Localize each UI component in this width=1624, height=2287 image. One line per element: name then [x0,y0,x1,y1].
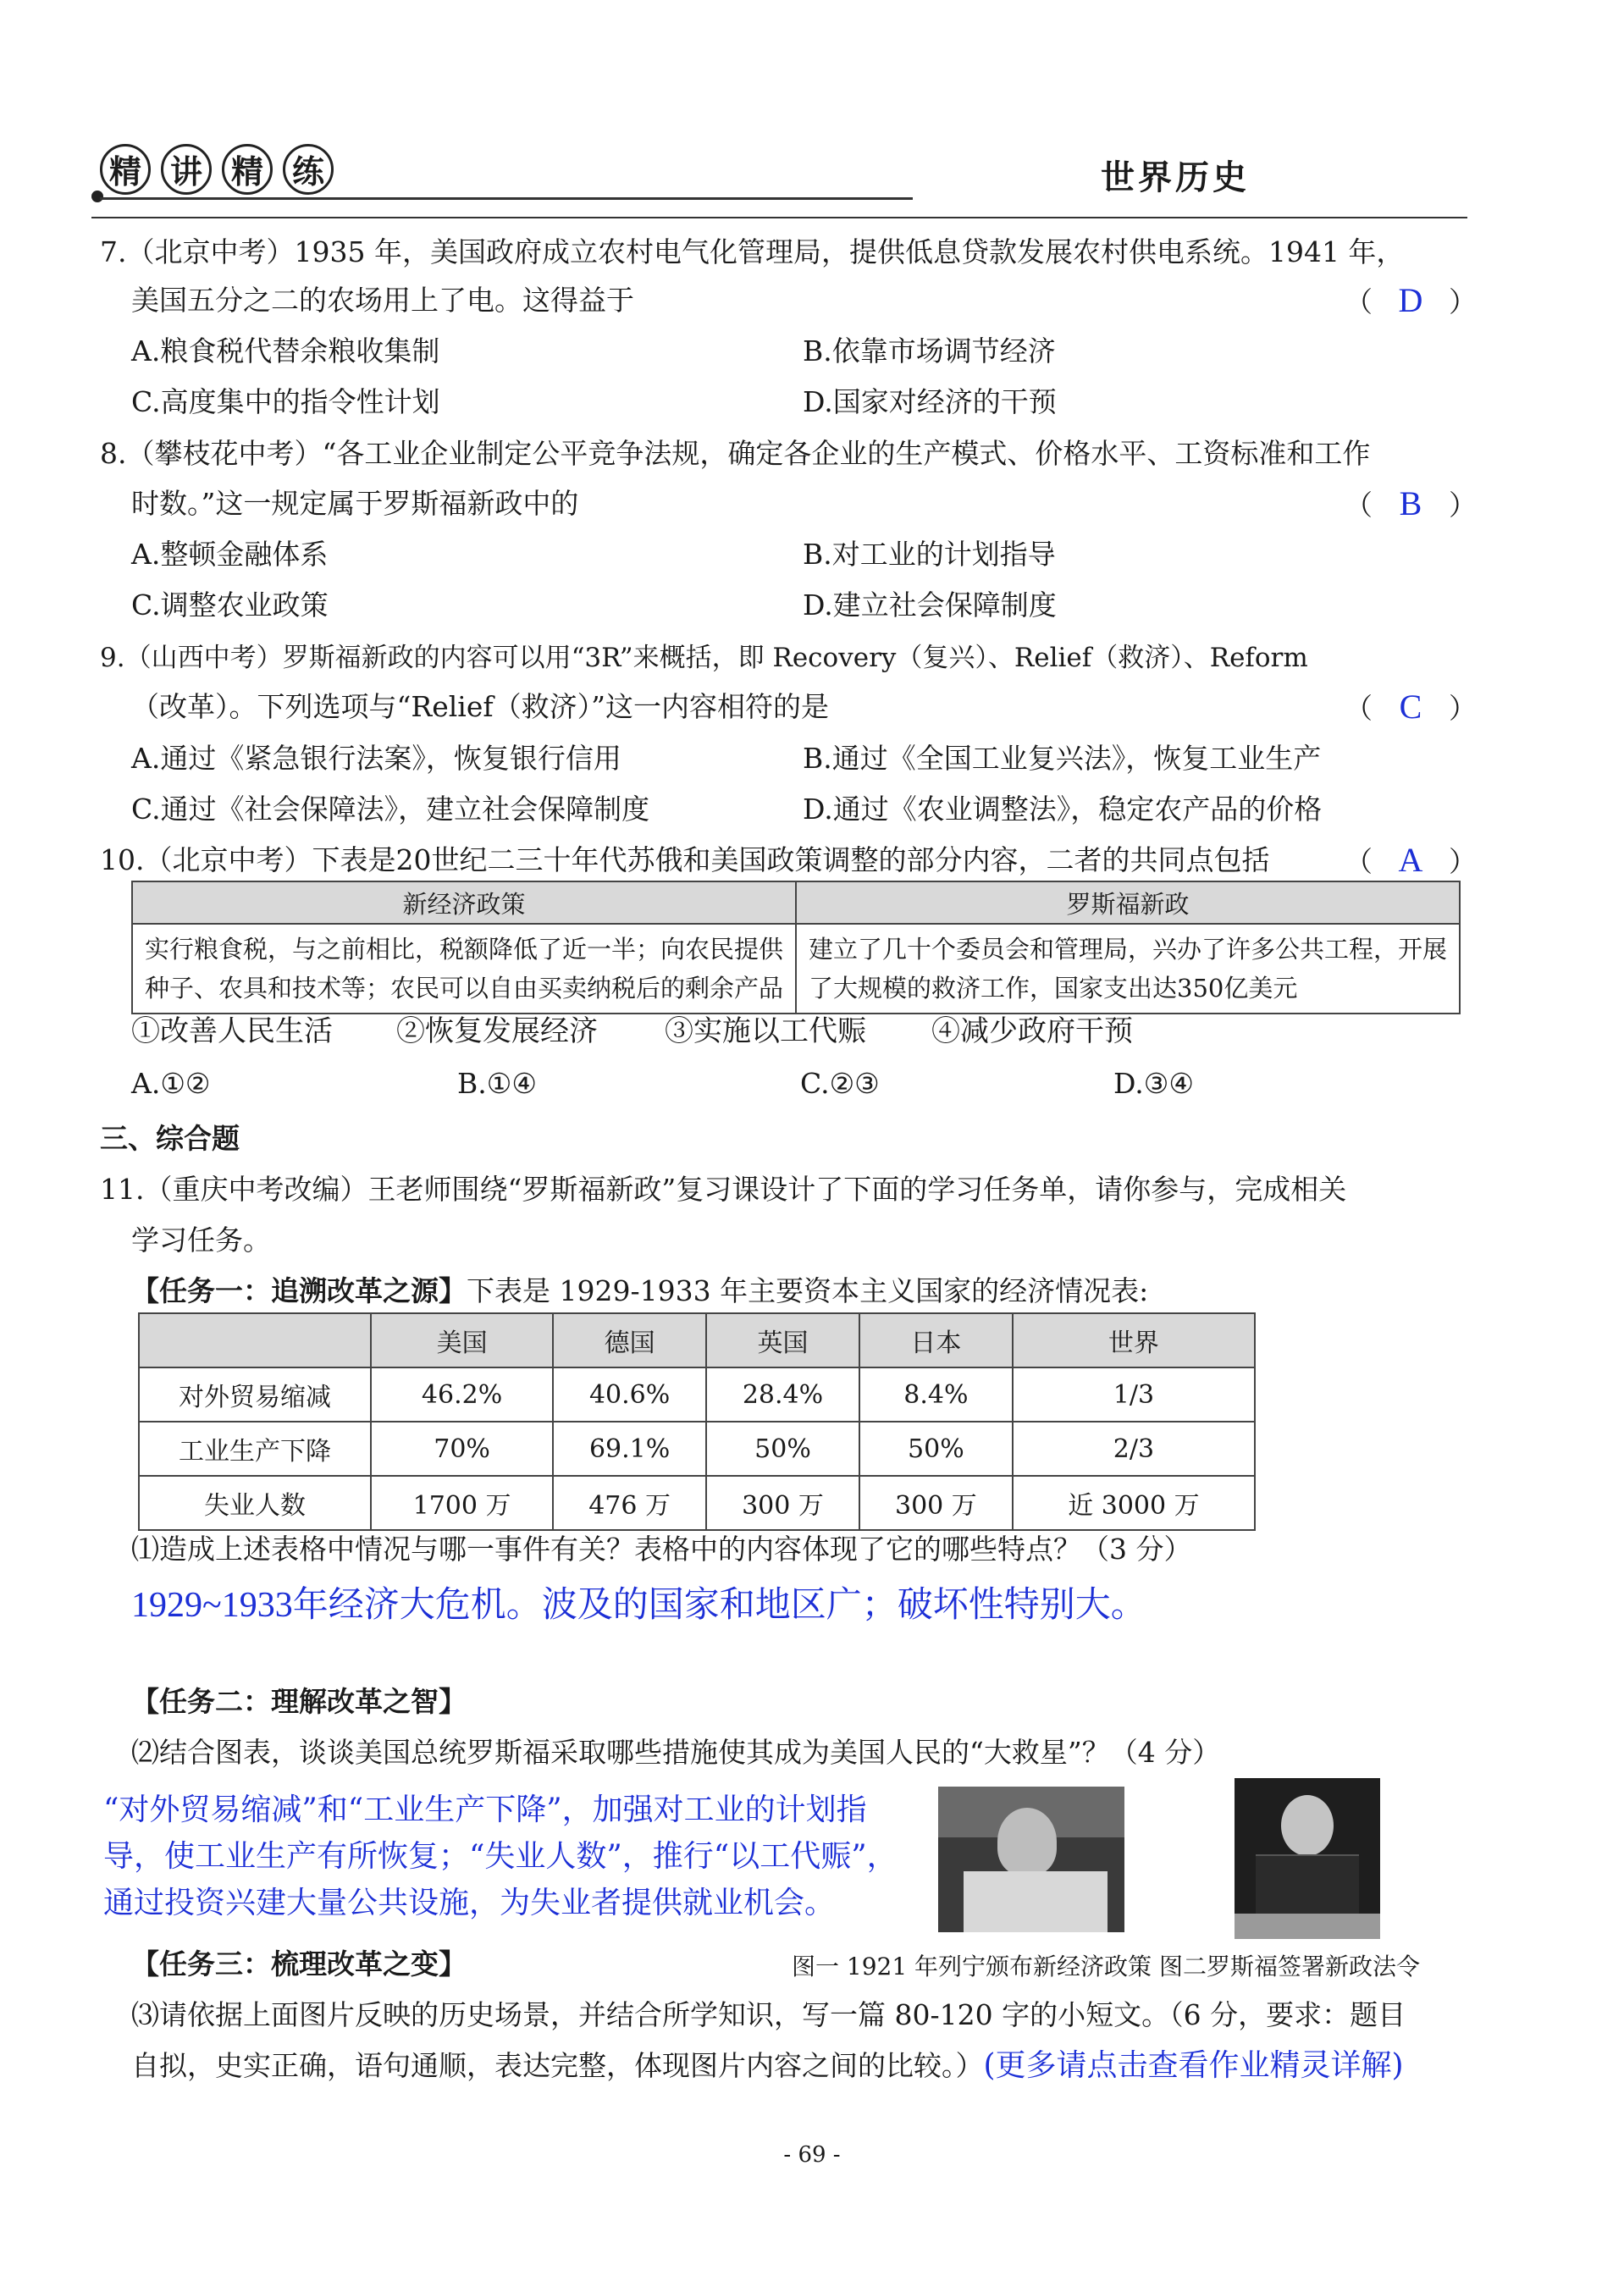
sub2-answer-line-2: 导，使工业生产有所恢复；“失业人数”，推行“以工代赈”， [103,1839,898,1874]
q8-line1: 8.（攀枝花中考）“各工业企业制定公平竞争法规，确定各企业的生产模式、价格水平、工资标准和工作 [100,437,1371,470]
policy-table [131,881,1461,1014]
badge-dot [91,191,103,202]
photo-caption: 图一 1921 年列宁颁布新经济政策 图二罗斯福签署新政法令 [792,1953,1420,1980]
econ-header-world: 世界 [1013,1313,1255,1367]
q8-answer-bracket: （ B ） [1345,484,1477,522]
q9-line1: 9.（山西中考）罗斯福新政的内容可以用“3R”来概括，即 Recovery（复兴）、Relief（救济）、Reform [100,643,1308,673]
econ-cell: 1/3 [1013,1367,1255,1422]
q8-line2: 时数。”这一规定属于罗斯福新政中的 [131,487,579,520]
table-row [139,1367,1255,1422]
sub2-answer-line-3: 通过投资兴建大量公共设施，为失业者提供就业机会。 [103,1886,836,1920]
q10-item-3: ③实施以工代赈 [665,1014,866,1048]
table-row [139,1422,1255,1476]
q8-answer: B [1399,484,1422,522]
task2-label: 【任务二：理解改革之智】 [131,1685,467,1718]
q7-option-c: C.高度集中的指令性计划 [131,385,440,418]
sub1-question: ⑴造成上述表格中情况与哪一事件有关？表格中的内容体现了它的哪些特点？（3 分） [131,1533,1192,1566]
task1-label: 【任务一：追溯改革之源】 [131,1274,467,1307]
header-underline-short [100,197,913,200]
q8-option-b: B.对工业的计划指导 [803,538,1056,571]
q10-option-a: A.①② [131,1067,211,1100]
sub1-answer: 1929~1933年经济大危机。波及的国家和地区广；破坏性特别大。 [131,1586,1146,1625]
q7-answer: D [1398,281,1423,319]
econ-header-japan: 日本 [859,1313,1013,1367]
subject-title: 世界历史 [1101,158,1250,197]
q9-answer-bracket: （ C ） [1345,688,1477,726]
econ-cell: 1700 万 [371,1476,553,1530]
q10-answer: A [1398,841,1423,879]
badge-char-1: 精 [100,144,151,195]
task3-label: 【任务三：梳理改革之变】 [131,1947,467,1980]
badge-char-3: 精 [222,144,273,195]
economy-table-header-row [139,1313,1255,1367]
q10-item-2: ②恢复发展经济 [396,1014,598,1048]
econ-row-label: 对外贸易缩减 [139,1367,371,1422]
q10-option-b: B.①④ [457,1067,537,1100]
q9-answer: C [1399,688,1422,726]
policy-cell-nep: 实行粮食税，与之前相比，税额降低了近一半；向农民提供种子、农具和技术等；农民可以自由买卖纳税后的剩余产品 [132,924,796,1014]
q7-line2: 美国五分之二的农场用上了电。这得益于 [131,284,634,317]
badge-char-4: 练 [283,144,334,195]
econ-header-germany: 德国 [553,1313,706,1367]
badge-char-2: 讲 [161,144,212,195]
econ-cell: 70% [371,1422,553,1476]
econ-cell: 46.2% [371,1367,553,1422]
section-3-title: 三、综合题 [100,1122,240,1155]
q10-line1: 10.（北京中考）下表是20世纪二三十年代苏俄和美国政策调整的部分内容，二者的共同点包括 [100,843,1270,876]
q10-answer-bracket: （ A ） [1345,841,1477,879]
q9-option-d: D.通过《农业调整法》，稳定农产品的价格 [803,793,1323,826]
q10-option-c: C.②③ [800,1067,880,1100]
econ-cell: 300 万 [859,1476,1013,1530]
policy-table-row [132,924,1460,1014]
econ-row-label: 失业人数 [139,1476,371,1530]
econ-cell: 28.4% [706,1367,859,1422]
page-number: - 69 - [783,2142,841,2168]
q10-item-1: ①改善人民生活 [131,1014,333,1048]
sub3-line2-text: 自拟，史实正确，语句通顺，表达完整，体现图片内容之间的比较。） [131,2049,984,2082]
photo-lenin [938,1787,1124,1932]
econ-cell: 8.4% [859,1367,1013,1422]
q8-option-d: D.建立社会保障制度 [803,588,1057,621]
econ-cell: 50% [859,1422,1013,1476]
econ-cell: 近 3000 万 [1013,1476,1255,1530]
sub3-line2 [131,2049,1404,2083]
policy-header-nep: 新经济政策 [132,881,796,924]
sub2-question: ⑵结合图表，谈谈美国总统罗斯福采取哪些措施使其成为美国人民的“大救星”？（4 分） [131,1736,1221,1769]
header-rule [91,217,1467,218]
q9-option-c: C.通过《社会保障法》，建立社会保障制度 [131,793,650,826]
econ-cell: 69.1% [553,1422,706,1476]
q11-line1: 11.（重庆中考改编）王老师围绕“罗斯福新政”复习课设计了下面的学习任务单，请你参与，完成相关 [100,1173,1347,1206]
econ-cell: 300 万 [706,1476,859,1530]
q9-line2: （改革）。下列选项与“Relief（救济）”这一内容相符的是 [131,690,829,723]
econ-cell: 40.6% [553,1367,706,1422]
q9-option-a: A.通过《紧急银行法案》，恢复银行信用 [131,742,621,775]
sub2-answer-line-1: “对外贸易缩减”和“工业生产下降”，加强对工业的计划指 [103,1793,867,1827]
q10-item-4: ④减少政府干预 [931,1014,1133,1048]
q10-option-d: D.③④ [1113,1067,1194,1100]
sub3-line1: ⑶请依据上面图片反映的历史场景，并结合所学知识，写一篇 80-120 字的小短文。（6 分，要求：题目 [131,1998,1406,2031]
task1-text: 下表是 1929-1933 年主要资本主义国家的经济情况表: [467,1274,1149,1307]
econ-header-uk: 英国 [706,1313,859,1367]
q8-option-a: A.整顿金融体系 [131,538,329,571]
econ-cell: 50% [706,1422,859,1476]
photo-roosevelt [1235,1778,1380,1939]
policy-cell-newdeal: 建立了几十个委员会和管理局，兴办了许多公共工程，开展了大规模的救济工作，国家支出达350亿美元 [796,924,1460,1014]
econ-cell: 476 万 [553,1476,706,1530]
table-row [139,1476,1255,1530]
more-details-link[interactable]: (更多请点击查看作业精灵详解) [983,2048,1404,2083]
econ-header-usa: 美国 [371,1313,553,1367]
q7-line1: 7.（北京中考）1935 年，美国政府成立农村电气化管理局，提供低息贷款发展农村供电系统。1941 年， [100,235,1405,268]
q9-option-b: B.通过《全国工业复兴法》，恢复工业生产 [803,742,1322,775]
task1-line [131,1274,1148,1308]
q7-option-a: A.粮食税代替余粮收集制 [131,334,440,367]
econ-row-label: 工业生产下降 [139,1422,371,1476]
q8-option-c: C.调整农业政策 [131,588,329,621]
q7-option-b: B.依靠市场调节经济 [803,334,1056,367]
policy-table-header-row [132,881,1460,924]
economy-table [138,1312,1256,1531]
policy-header-newdeal: 罗斯福新政 [796,881,1460,924]
q7-option-d: D.国家对经济的干预 [803,385,1057,418]
econ-cell: 2/3 [1013,1422,1255,1476]
q7-answer-bracket: （ D ） [1345,281,1477,319]
econ-header-blank [139,1313,371,1367]
q11-line2: 学习任务。 [131,1224,271,1257]
